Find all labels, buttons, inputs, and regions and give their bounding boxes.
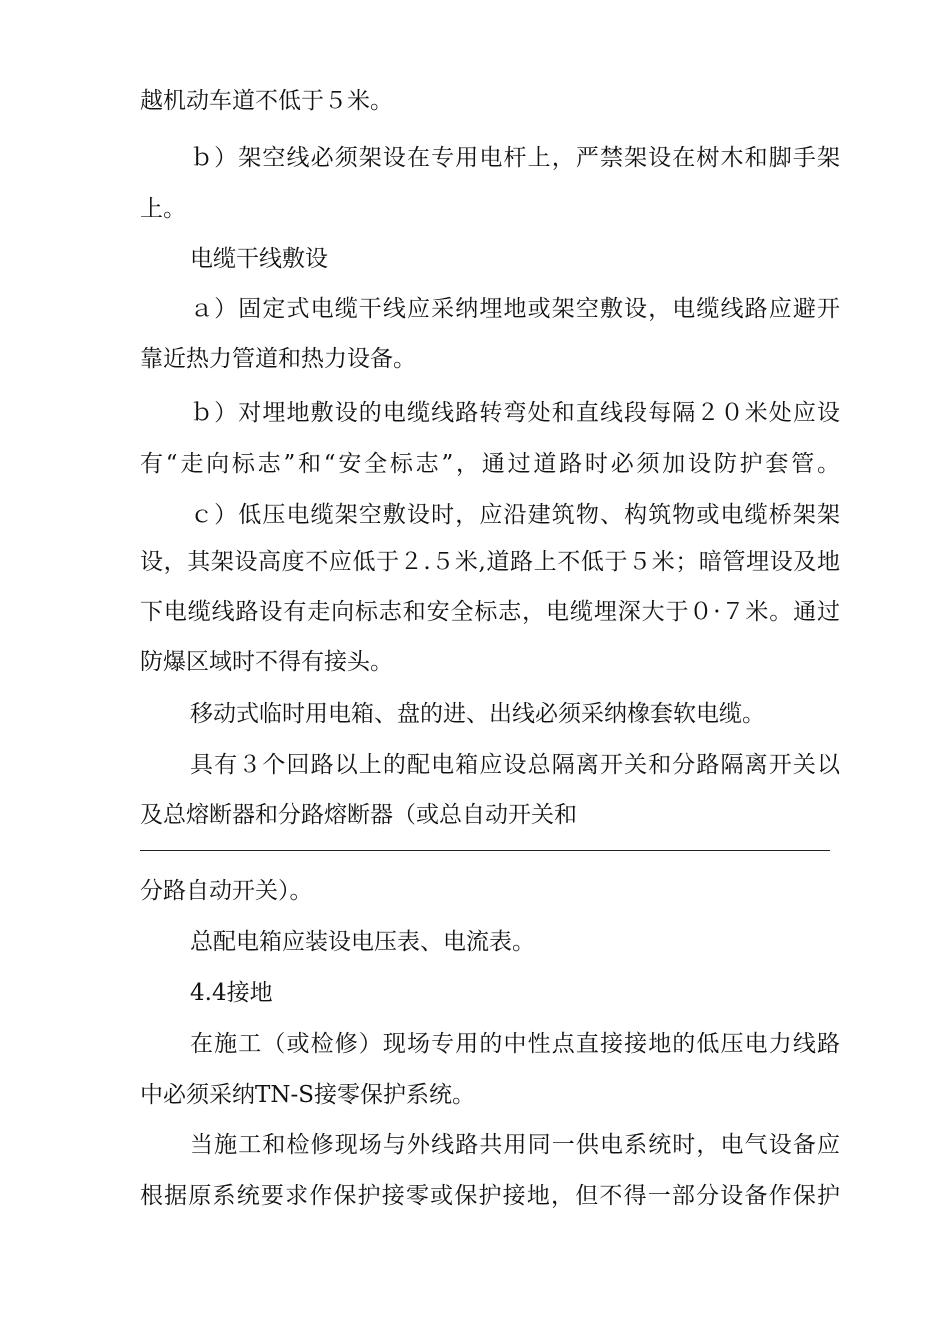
text-line-13: 移动式临时用电箱、盘的进、出线必须采纳橡套软电缆。 (190, 701, 765, 727)
text-line-6: 靠近热力管道和热力设备。 (140, 346, 416, 372)
text-line-17: 总配电箱应装设电压表、电流表。 (190, 929, 535, 955)
text-line-20: 中必须采纳TN-S接零保护系统。 (140, 1082, 475, 1108)
text-line-8: 有“走向标志”和“安全标志”，通过道路时必须加设防护套管。 (140, 451, 840, 477)
text-line-11: 下电缆线路设有走向标志和安全标志，电缆埋深大于０·７米。通过 (140, 599, 840, 625)
text-line-10: 设，其架设高度不应低于２.５米,道路上不低于５米；暗管埋设及地 (140, 549, 840, 575)
text-line-14: 具有３个回路以上的配电箱应设总隔离开关和分路隔离开关以 (190, 752, 840, 778)
text-line-19: 在施工（或检修）现场专用的中性点直接接地的低压电力线路 (190, 1031, 840, 1057)
text-line-12: 防爆区域时不得有接头。 (140, 649, 393, 675)
text-line-1: 越机动车道不低于５米。 (140, 88, 393, 114)
section-heading-cable: 电缆干线敷设 (190, 246, 328, 272)
text-line-15: 及总熔断器和分路熔断器（或总自动开关和 (140, 802, 577, 828)
text-line-7: ｂ）对埋地敷设的电缆线路转弯处和直线段每隔２０米处应设 (190, 400, 840, 426)
text-line-9: ｃ）低压电缆架空敷设时，应沿建筑物、构筑物或电缆桥架架 (190, 502, 840, 528)
text-line-22: 根据原系统要求作保护接零或保护接地，但不得一部分设备作保护 (140, 1183, 840, 1209)
page-divider (140, 850, 830, 851)
section-heading-grounding: 4.4接地 (190, 980, 273, 1006)
text-line-3: 上。 (140, 196, 186, 222)
text-line-5: ａ）固定式电缆干线应采纳埋地或架空敷设，电缆线路应避开 (190, 296, 840, 322)
text-line-2: ｂ）架空线必须架设在专用电杆上，严禁架设在树木和脚手架 (190, 145, 840, 171)
text-line-21: 当施工和检修现场与外线路共用同一供电系统时，电气设备应 (190, 1132, 840, 1158)
text-line-16: 分路自动开关）。 (140, 878, 313, 904)
